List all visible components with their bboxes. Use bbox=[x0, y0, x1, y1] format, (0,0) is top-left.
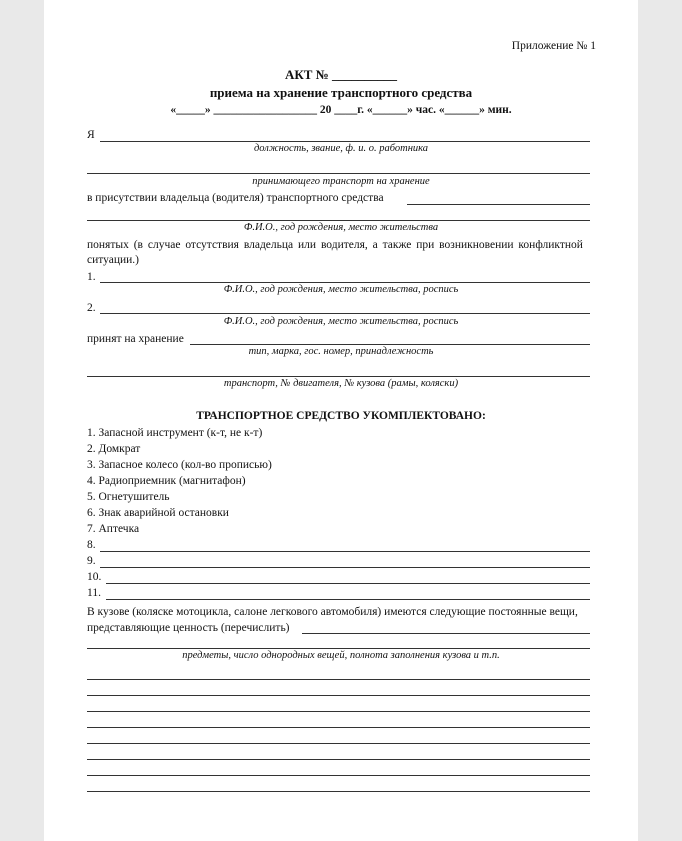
witnesses-text-2: ситуации.) bbox=[87, 254, 140, 266]
valuables-text-1: В кузове (коляске мотоцикла, салоне легкового автомобиля) имеются следующие постоянные вещи, bbox=[87, 606, 578, 618]
witness-1-input-line[interactable] bbox=[100, 282, 590, 283]
engine-input-line[interactable] bbox=[87, 376, 590, 377]
witness-2-caption: Ф.И.О., год рождения, место жительства, роспись bbox=[223, 316, 459, 327]
valuables-list-line[interactable] bbox=[87, 775, 590, 776]
appendix-label: Приложение № 1 bbox=[511, 40, 596, 52]
receiver-input-line[interactable] bbox=[87, 173, 590, 174]
valuables-list-line[interactable] bbox=[87, 695, 590, 696]
equipment-heading: ТРАНСПОРТНОЕ СРЕДСТВО УКОМПЛЕКТОВАНО: bbox=[196, 410, 486, 422]
equipment-item: 2. Домкрат bbox=[87, 443, 141, 455]
owner-caption: Ф.И.О., год рождения, место жительства bbox=[243, 222, 439, 233]
valuables-list-line[interactable] bbox=[87, 711, 590, 712]
valuables-input-line-2[interactable] bbox=[87, 648, 590, 649]
equipment-blank-number: 11. bbox=[87, 587, 101, 599]
valuables-list-line[interactable] bbox=[87, 759, 590, 760]
witnesses-text-1: понятых (в случае отсутствия владельца или водителя, а также при возникновении конфликтной bbox=[87, 239, 583, 251]
valuables-list-line[interactable] bbox=[87, 743, 590, 744]
witness-2-input-line[interactable] bbox=[100, 313, 590, 314]
valuables-list-line[interactable] bbox=[87, 679, 590, 680]
valuables-input-line-1[interactable] bbox=[302, 633, 590, 634]
equipment-item: 1. Запасной инструмент (к-т, не к-т) bbox=[87, 427, 263, 439]
employee-caption: должность, звание, ф. и. о. работника bbox=[253, 143, 429, 154]
equipment-item: 6. Знак аварийной остановки bbox=[87, 507, 229, 519]
valuables-text-2: представляющие ценность (перечислить) bbox=[87, 622, 290, 634]
witness-2-number: 2. bbox=[87, 302, 96, 314]
accepted-label: принят на хранение bbox=[87, 333, 184, 345]
owner-label: в присутствии владельца (водителя) транспортного средства bbox=[87, 192, 384, 204]
equipment-item: 4. Радиоприемник (магнитафон) bbox=[87, 475, 246, 487]
valuables-list-line[interactable] bbox=[87, 727, 590, 728]
act-subtitle: приема на хранение транспортного средства bbox=[209, 85, 473, 100]
owner-input-line-1[interactable] bbox=[407, 204, 590, 205]
equipment-blank-line[interactable] bbox=[106, 583, 590, 584]
witness-1-number: 1. bbox=[87, 271, 96, 283]
vehicle-input-line[interactable] bbox=[190, 344, 590, 345]
equipment-blank-line[interactable] bbox=[106, 599, 590, 600]
document-page bbox=[44, 0, 638, 841]
i-label: Я bbox=[87, 129, 95, 141]
equipment-blank-line[interactable] bbox=[100, 567, 590, 568]
engine-caption: транспорт, № двигателя, № кузова (рамы, коляски) bbox=[223, 378, 459, 389]
equipment-blank-number: 9. bbox=[87, 555, 96, 567]
date-time-line: «_____» __________________ 20 ____г. «______» час. «______» мин. bbox=[170, 104, 512, 116]
valuables-list-line[interactable] bbox=[87, 791, 590, 792]
equipment-item: 7. Аптечка bbox=[87, 523, 140, 535]
vehicle-caption: тип, марка, гос. номер, принадлежность bbox=[248, 346, 434, 357]
witness-1-caption: Ф.И.О., год рождения, место жительства, роспись bbox=[223, 284, 459, 295]
equipment-blank-number: 10. bbox=[87, 571, 102, 583]
owner-input-line-2[interactable] bbox=[87, 220, 590, 221]
receiver-caption: принимающего транспорт на хранение bbox=[252, 176, 430, 187]
equipment-blank-line[interactable] bbox=[100, 551, 590, 552]
valuables-caption: предметы, число однородных вещей, полнота заполнения кузова и т.п. bbox=[182, 650, 500, 661]
equipment-item: 5. Огнетушитель bbox=[87, 491, 170, 503]
equipment-blank-number: 8. bbox=[87, 539, 96, 551]
act-title: АКТ № __________ bbox=[284, 67, 398, 82]
employee-input-line[interactable] bbox=[100, 141, 590, 142]
equipment-item: 3. Запасное колесо (кол-во прописью) bbox=[87, 459, 272, 471]
